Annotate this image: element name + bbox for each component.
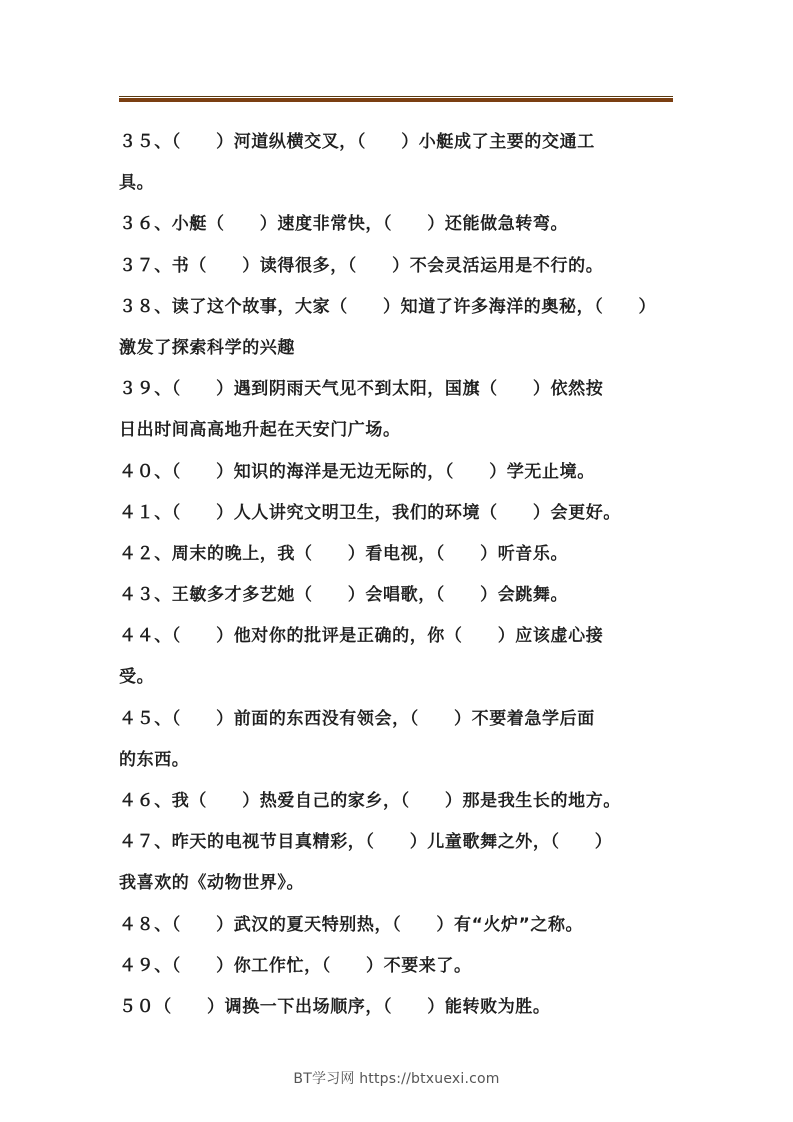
exercise-39-line-1: ３９、（ ）遇到阴雨天气见不到太阳，国旗（ ）依然按: [119, 379, 604, 400]
header-rule-thin-line: [119, 96, 673, 97]
exercise-47-line-2: 我喜欢的《动物世界》。: [119, 873, 305, 894]
exercise-46: ４６、我（ ）热爱自己的家乡，（ ）那是我生长的地方。: [119, 791, 621, 811]
exercise-47-line-1: ４７、昨天的电视节目真精彩，（ ）儿童歌舞之外，（ ）: [119, 832, 613, 853]
exercise-49: ４９、（ ）你工作忙，（ ）不要来了。: [119, 955, 472, 976]
exercise-35-line-2: 具。: [119, 173, 155, 194]
exercise-44-line-2: 受。: [119, 667, 155, 688]
exercise-40: ４０、（ ）知识的海洋是无边无际的，（ ）学无止境。: [119, 461, 595, 482]
exercise-44-line-1: ４４、（ ）他对你的批评是正确的，你（ ）应该虚心接: [119, 626, 604, 647]
exercise-39-line-2: 日出时间高高地升起在天安门广场。: [119, 420, 401, 441]
exercise-48: ４８、（ ）武汉的夏天特别热，（ ）有“火炉”之称。: [119, 914, 584, 935]
exercise-45-line-1: ４５、（ ）前面的东西没有领会，（ ）不要着急学后面: [119, 708, 595, 729]
exercise-38-line-1: ３８、读了这个故事，大家（ ）知道了许多海洋的奥秘，（ ）: [119, 296, 657, 317]
exercise-50: ５０（ ）调换一下出场顺序，（ ）能转败为胜。: [119, 996, 551, 1017]
exercise-42: ４２、周末的晚上，我（ ）看电视，（ ）听音乐。: [119, 543, 569, 564]
exercise-36: ３６、小艇（ ）速度非常快，（ ）还能做急转弯。: [119, 214, 569, 235]
exercise-list: [119, 122, 677, 1028]
exercise-41: ４１、（ ）人人讲究文明卫生，我们的环境（ ）会更好。: [119, 502, 621, 523]
exercise-35-line-1: ３５、（ ）河道纵横交叉，（ ）小艇成了主要的交通工: [119, 132, 595, 152]
exercise-45-line-2: 的东西。: [119, 749, 190, 770]
footer-watermark: BT学习网 https://btxuexi.com: [293, 1071, 500, 1087]
exercise-37: ３７、书（ ）读得很多，（ ）不会灵活运用是不行的。: [119, 255, 604, 276]
exercise-43: ４３、王敏多才多艺她（ ）会唱歌，（ ）会跳舞。: [119, 585, 569, 606]
exercise-38-line-2: 激发了探索科学的兴趣: [119, 337, 295, 358]
header-rule-thick-line: [119, 98, 673, 102]
header-rule: [119, 96, 673, 103]
